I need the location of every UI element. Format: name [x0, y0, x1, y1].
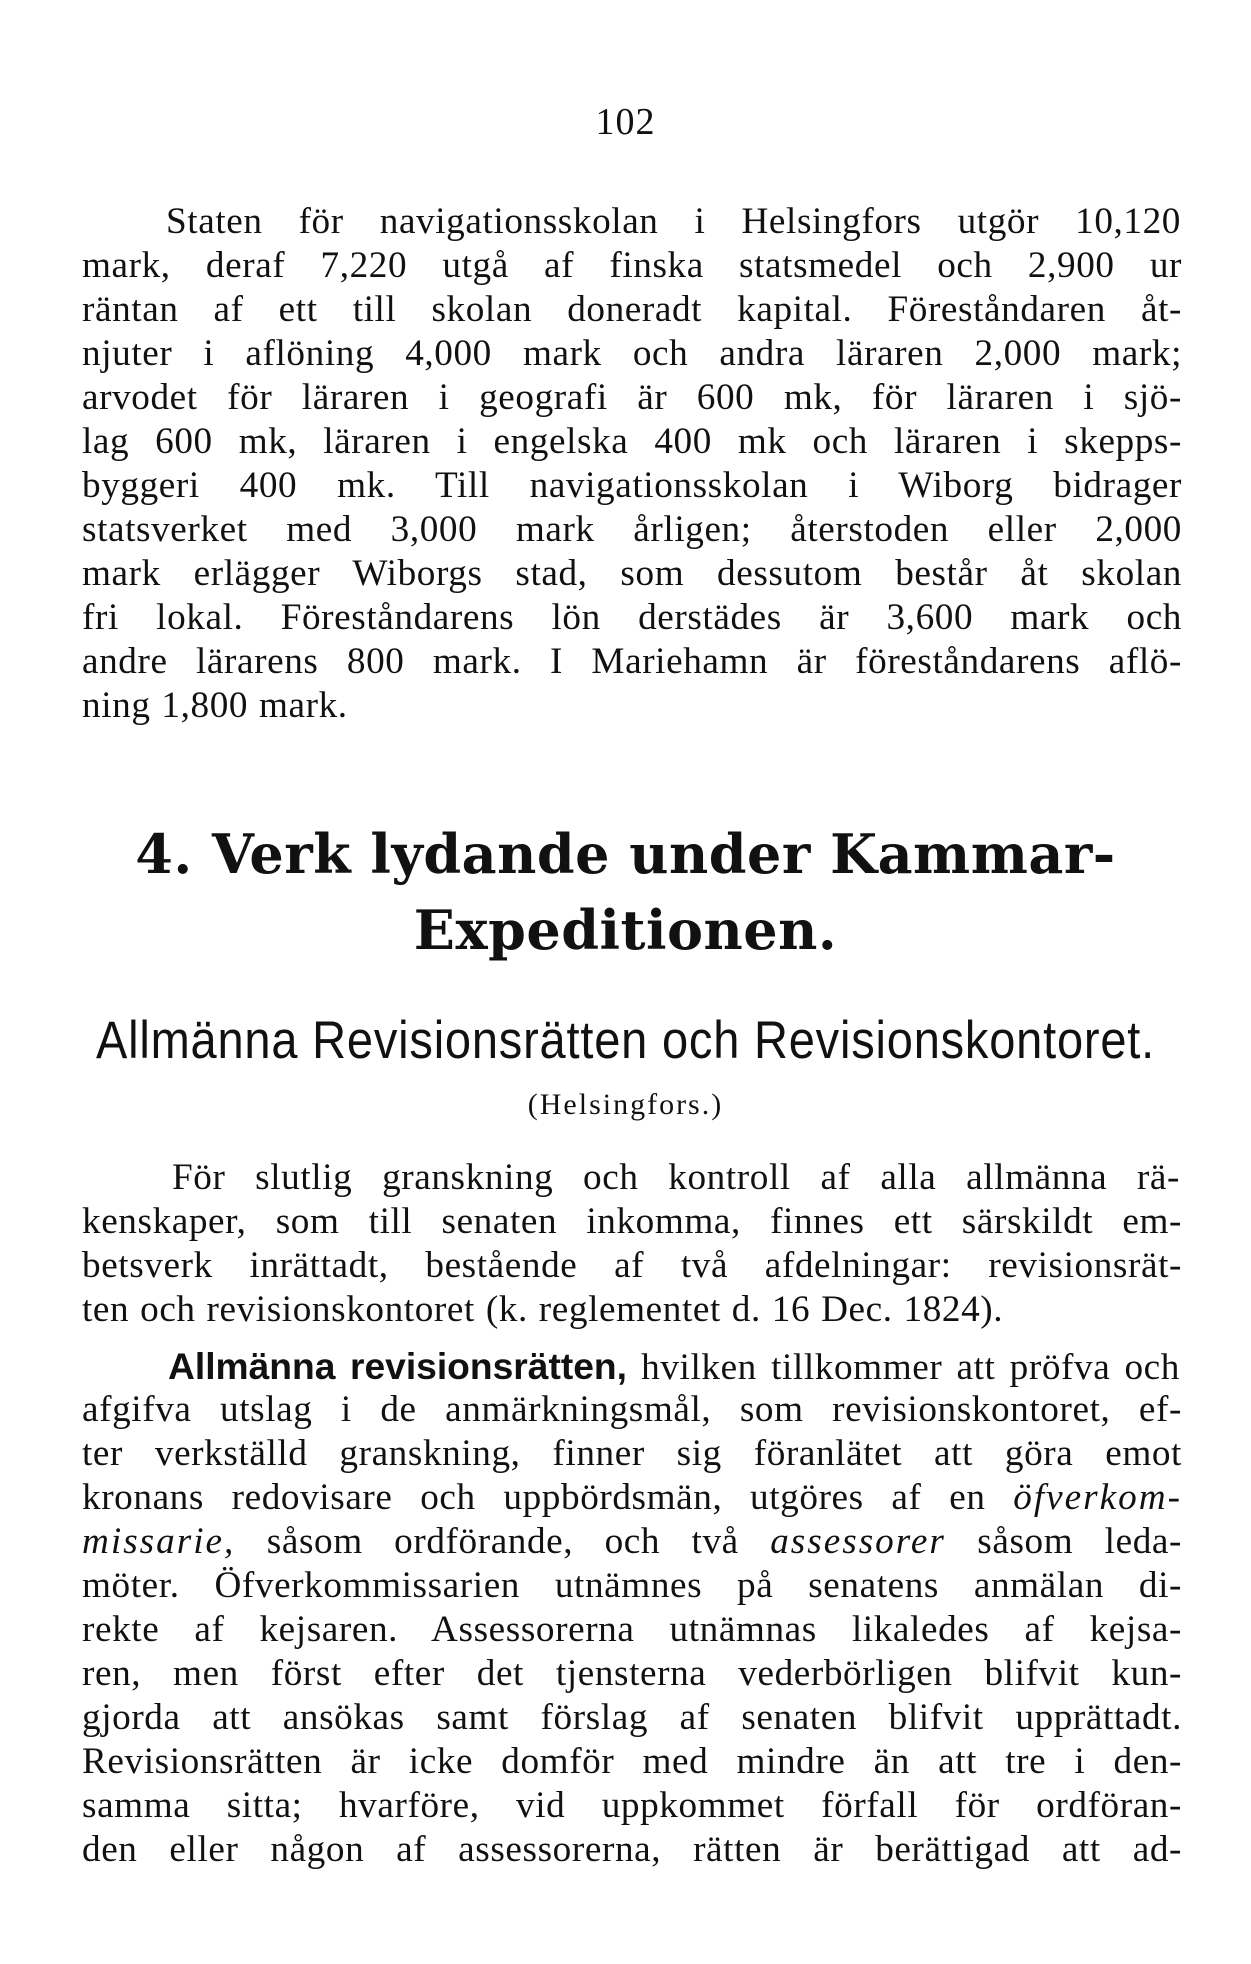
text-line: den eller någon af assessorerna, rätten är berättigad att ad- [82, 1829, 1182, 1870]
text-line: gjorda att ansökas samt förslag af senaten blifvit upprättadt. [82, 1697, 1182, 1738]
text-line: Staten för navigationsskolan i Helsingfors utgör 10,120 [166, 201, 1181, 242]
italic-term: öfverkom- [1013, 1477, 1182, 1518]
section-heading-line1: 4. Verk lydande under Kammar- [135, 822, 1116, 886]
text-line: ren, men först efter det tjensterna vederbörligen blifvit kun- [82, 1653, 1182, 1694]
text-line: lag 600 mk, läraren i engelska 400 mk och läraren i skepps- [82, 421, 1182, 462]
text-line: ter verkställd granskning, finner sig föranlätet att göra emot [82, 1433, 1182, 1474]
text-line: betsverk inrättadt, bestående af två afdelningar: revisionsrät- [82, 1245, 1182, 1286]
text-line: ten och revisionskontoret (k. reglementet d. 16 Dec. 1824). [82, 1289, 1004, 1330]
text-line: För slutlig granskning och kontroll af alla allmänna rä- [172, 1157, 1180, 1198]
location-note: (Helsingfors.) [527, 1088, 724, 1121]
text-line: räntan af ett till skolan doneradt kapital. Föreståndaren åt- [82, 289, 1182, 330]
subheading: Allmänna Revisionsrätten och Revisionskontoret. [95, 1009, 1156, 1070]
text-line: rekte af kejsaren. Assessorerna utnämnas likaledes af kejsa- [82, 1609, 1182, 1650]
text-line: afgifva utslag i de anmärkningsmål, som revisionskontoret, ef- [82, 1389, 1182, 1430]
text-line: njuter i aflöning 4,000 mark och andra läraren 2,000 mark; [82, 333, 1182, 374]
text-line: andre lärarens 800 mark. I Mariehamn är föreståndarens aflö- [82, 641, 1182, 682]
text-line: Revisionsrätten är icke domför med mindre än att tre i den- [82, 1741, 1182, 1782]
text-line: arvodet för läraren i geografi är 600 mk, för läraren i sjö- [82, 377, 1182, 418]
text-line: möter. Öfverkommissarien utnämnes på senatens anmälan di- [82, 1565, 1182, 1606]
page-number: 102 [595, 101, 656, 143]
text-line: kenskaper, som till senaten inkomma, finnes ett särskildt em- [82, 1201, 1182, 1242]
italic-term: assessorer [770, 1521, 946, 1562]
text-line: samma sitta; hvarföre, vid uppkommet förfall för ordföran- [82, 1785, 1182, 1826]
text-line: missarie, såsom ordförande, och två assessorer såsom leda- [82, 1521, 1182, 1562]
text-line: fri lokal. Föreståndarens lön derstädes är 3,600 mark och [82, 597, 1182, 638]
text-line: Allmänna revisionsrätten, hvilken tillkommer att pröfva och [168, 1345, 1180, 1388]
text-line: mark, deraf 7,220 utgå af finska statsmedel och 2,900 ur [82, 245, 1182, 286]
text-line: ning 1,800 mark. [82, 685, 348, 726]
section-heading-line2: Expeditionen. [413, 898, 838, 962]
italic-term: missarie, [82, 1521, 236, 1562]
bold-term: Allmänna revisionsrätten, [168, 1345, 627, 1387]
text-line: statsverket med 3,000 mark årligen; återstoden eller 2,000 [82, 509, 1182, 550]
text-line: mark erlägger Wiborgs stad, som dessutom består åt skolan [82, 553, 1182, 594]
text-line: kronans redovisare och uppbördsmän, utgöres af en öfverkom- [82, 1477, 1182, 1518]
text-line: byggeri 400 mk. Till navigationsskolan i Wiborg bidrager [82, 465, 1182, 506]
